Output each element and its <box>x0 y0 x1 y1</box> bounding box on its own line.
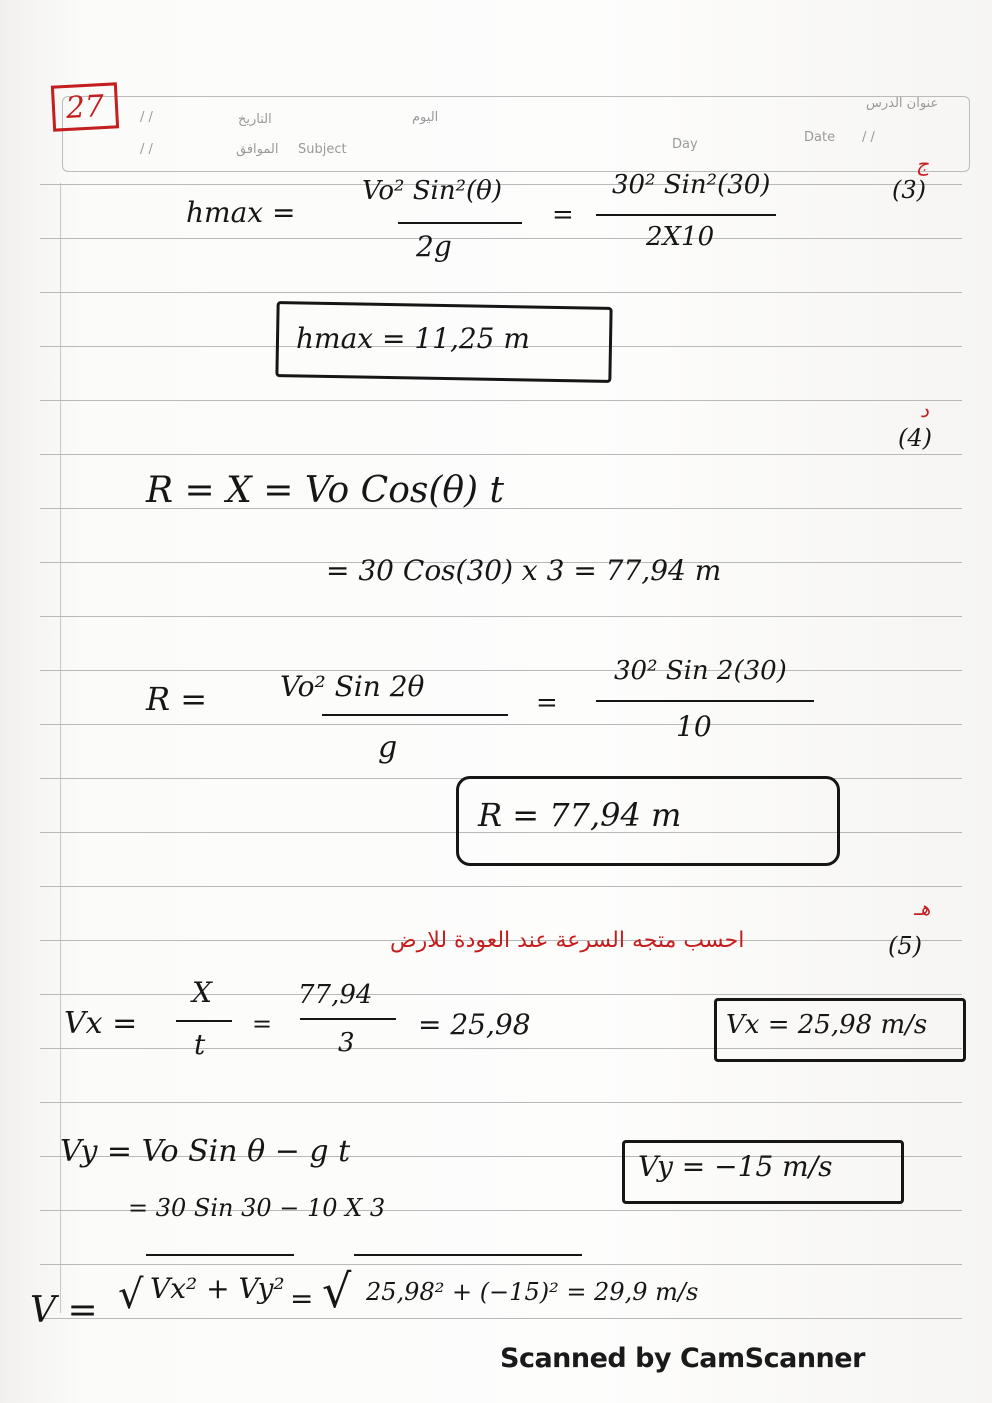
part4-fraction-line-1 <box>322 714 508 716</box>
vx-value: = 25,98 <box>418 1008 531 1041</box>
vx-eq: = <box>252 1010 273 1038</box>
part4-line2: = 30 Cos(30) x 3 = 77,94 m <box>326 554 722 587</box>
part5-marker: هـ <box>914 896 931 920</box>
part3-marker: ج <box>916 152 929 176</box>
hijri-label: الموافق <box>236 142 279 157</box>
sqrt-icon-2: √ <box>322 1264 352 1318</box>
part4-result: R = 77,94 m <box>478 796 682 834</box>
part4-label: (4) <box>898 424 932 452</box>
date-slashes-top: / / <box>140 110 153 125</box>
part3-result: hmax = 11,25 m <box>296 322 530 355</box>
subject-label: Subject <box>298 142 347 157</box>
date-slashes-bottom: / / <box>140 142 153 157</box>
part5-arabic-note: احسب متجه السرعة عند العودة للارض <box>390 928 745 953</box>
v-eq: = <box>290 1282 314 1315</box>
date-label: Date <box>804 130 836 145</box>
part3-formula-den: 2g <box>416 230 452 263</box>
part4-fraction-line-2 <box>596 700 814 702</box>
part5-label: (5) <box>888 932 922 960</box>
vx-num: X <box>192 976 212 1009</box>
part3-fraction-line-2 <box>596 214 776 216</box>
part4-sub-den: 10 <box>676 710 712 743</box>
part3-label: (3) <box>892 176 926 204</box>
part4-formula-num: Vo² Sin 2θ <box>280 670 425 703</box>
vx-result: Vx = 25,98 m/s <box>726 1010 928 1040</box>
sqrt-bar-2 <box>354 1254 582 1256</box>
v-sqrt2: 25,98² + (−15)² = 29,9 m/s <box>366 1278 699 1306</box>
part4-equals: = <box>536 688 558 718</box>
page-number: 27 <box>51 82 119 131</box>
date-ar-label: التاريخ <box>238 112 272 127</box>
day-ar-label: اليوم <box>412 110 439 125</box>
part3-equals: = <box>552 200 574 230</box>
part4-line1: R = X = Vo Cos(θ) t <box>146 470 505 511</box>
lesson-title-label: عنوان الدرس <box>866 96 939 111</box>
vy-result: Vy = −15 m/s <box>638 1150 833 1183</box>
v-lhs: V = <box>30 1290 98 1331</box>
vx-den: t <box>194 1028 206 1061</box>
vx-lhs: Vx = <box>64 1006 138 1041</box>
part3-lhs: hmax = <box>186 196 296 229</box>
vy-line2: = 30 Sin 30 − 10 X 3 <box>128 1194 386 1222</box>
part3-sub-num: 30² Sin²(30) <box>612 170 771 200</box>
part4-lhs: R = <box>146 680 208 718</box>
date-slashes-right: / / <box>862 130 875 145</box>
day-label: Day <box>672 137 698 152</box>
vx-fraction-line-2 <box>300 1018 396 1020</box>
sqrt-bar-1 <box>146 1254 294 1256</box>
vx-sub-num: 77,94 <box>298 980 373 1010</box>
scanner-watermark: Scanned by CamScanner <box>500 1343 865 1374</box>
part3-fraction-line-1 <box>398 222 522 224</box>
v-sqrt1: Vx² + Vy² <box>150 1272 285 1305</box>
vx-fraction-line-1 <box>176 1020 232 1022</box>
part4-formula-den: g <box>378 730 398 765</box>
vx-sub-den: 3 <box>338 1028 355 1058</box>
vy-line1: Vy = Vo Sin θ − g t <box>60 1134 351 1169</box>
part4-sub-num: 30² Sin 2(30) <box>614 656 787 686</box>
sqrt-icon-1: √ <box>118 1272 144 1318</box>
part4-marker: د <box>920 398 929 422</box>
part3-formula-num: Vo² Sin²(θ) <box>362 176 502 206</box>
part3-sub-den: 2X10 <box>646 222 715 252</box>
